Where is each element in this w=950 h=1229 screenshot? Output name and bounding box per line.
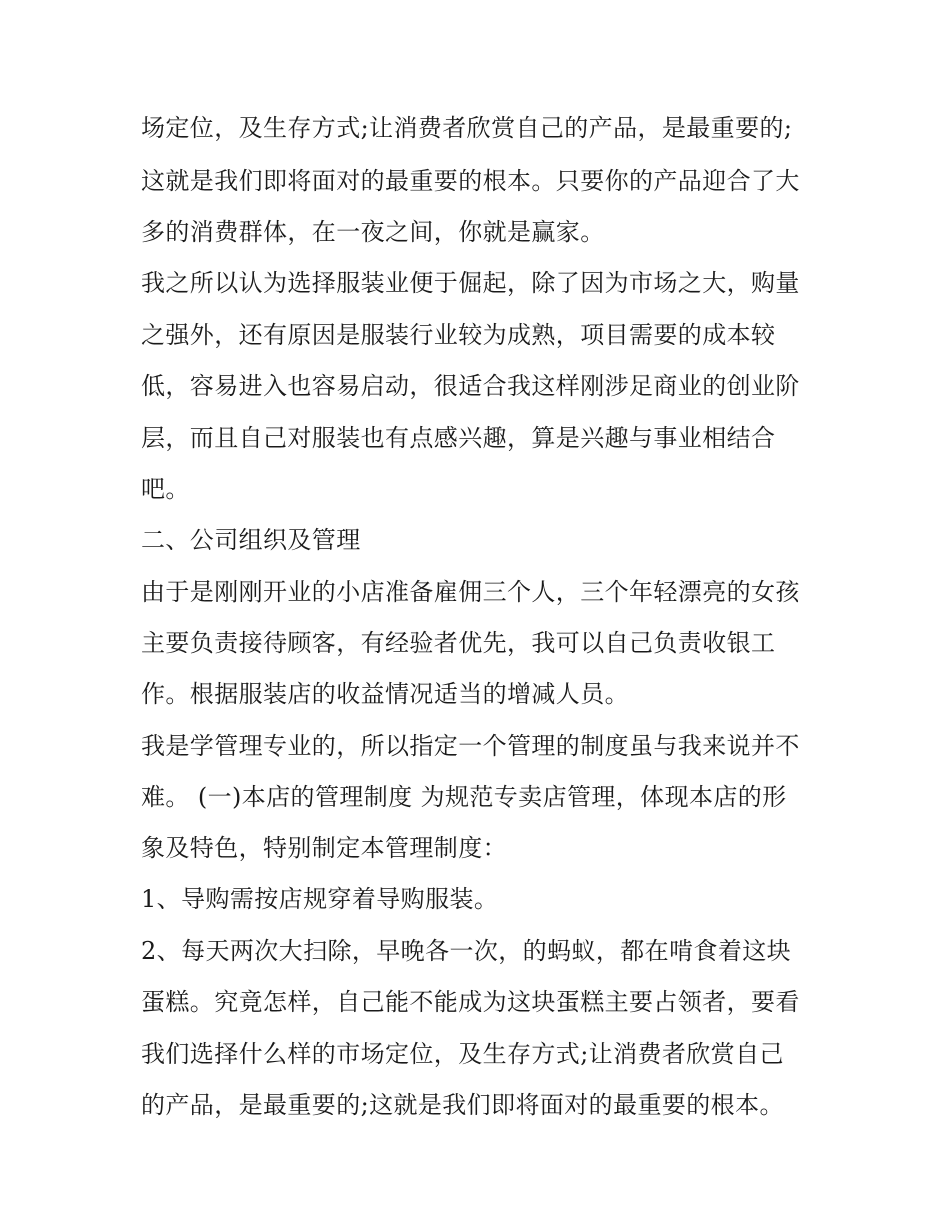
text-line: 层，而且自己对服装也有点感兴趣，算是兴趣与事业相结合 xyxy=(141,424,776,452)
text-line: 低，容易进入也容易启动，很适合我这样刚涉足商业的创业阶 xyxy=(141,372,800,400)
text-line: 难。 (一)本店的管理制度 为规范专卖店管理，体现本店的形 xyxy=(141,783,787,811)
text-line: 吧。 xyxy=(141,475,190,503)
list-item: 2、每天两次大扫除，早晚各一次，的蚂蚁，都在啃食着这块 xyxy=(141,937,792,965)
text-line: 之强外，还有原因是服装行业较为成熟，项目需要的成本较 xyxy=(141,321,776,349)
text-line: 象及特色，特别制定本管理制度： xyxy=(141,834,507,862)
text-line: 场定位，及生存方式;让消费者欣赏自己的产品，是最重要的; xyxy=(141,114,793,142)
text-line: 主要负责接待顾客，有经验者优先，我可以自己负责收银工 xyxy=(141,629,776,657)
text-line: 我们选择什么样的市场定位，及生存方式;让消费者欣赏自己 xyxy=(141,1040,784,1068)
text-line: 作。根据服装店的收益情况适当的增减人员。 xyxy=(141,680,629,708)
section-heading: 二、公司组织及管理 xyxy=(141,526,361,554)
text-line: 由于是刚刚开业的小店准备雇佣三个人，三个年轻漂亮的女孩 xyxy=(141,578,800,606)
text-line: 这就是我们即将面对的最重要的根本。只要你的产品迎合了大 xyxy=(141,167,800,195)
text-line: 多的消费群体，在一夜之间，你就是赢家。 xyxy=(141,218,605,246)
list-item: 1、导购需按店规穿着导购服装。 xyxy=(141,885,499,913)
text-line: 蛋糕。究竟怎样，自己能不能成为这块蛋糕主要占领者，要看 xyxy=(141,988,800,1016)
text-line: 我是学管理专业的，所以指定一个管理的制度虽与我来说并不 xyxy=(141,732,800,760)
text-line: 的产品，是最重要的;这就是我们即将面对的最重要的根本。 xyxy=(141,1091,784,1119)
text-line: 我之所以认为选择服装业便于倔起，除了因为市场之大，购量 xyxy=(141,269,800,297)
